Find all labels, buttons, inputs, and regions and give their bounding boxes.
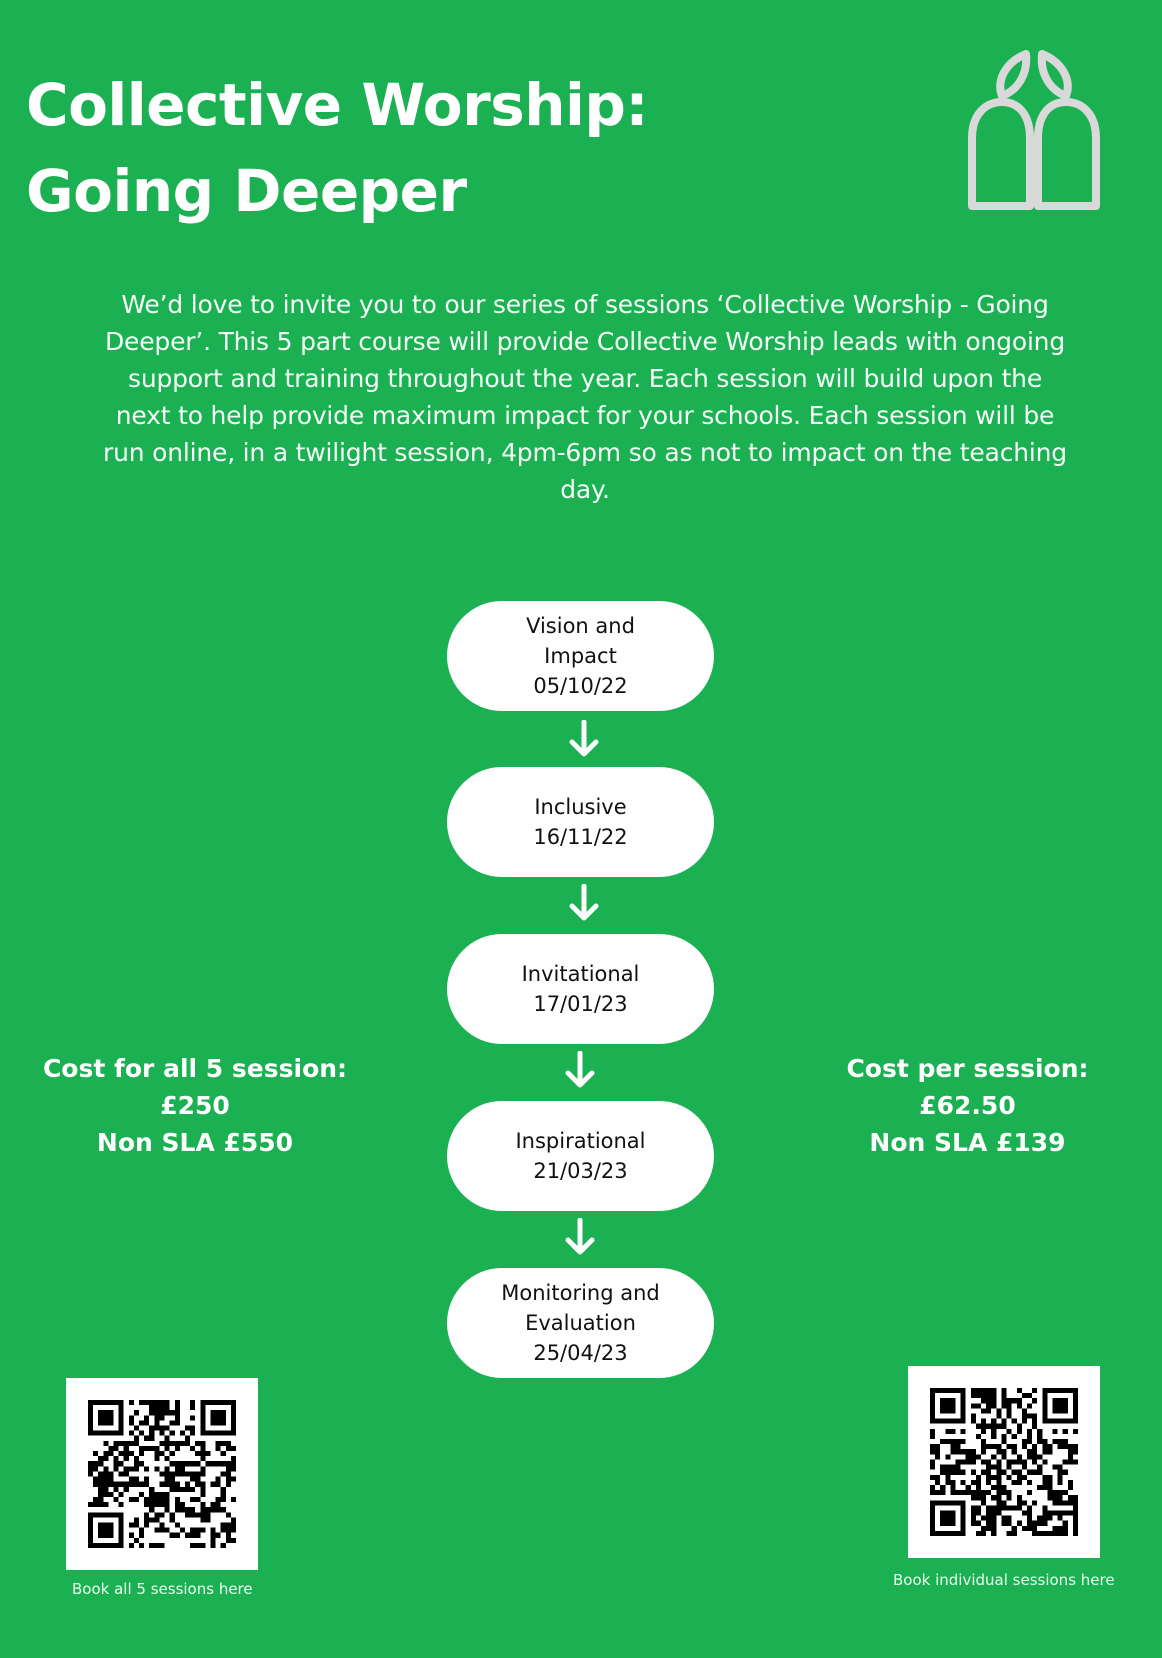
qr-caption-book-all: Book all 5 sessions here <box>72 1580 253 1598</box>
session-1-title-line-1: Vision and <box>526 614 635 638</box>
cost-all-heading: Cost for all 5 session: <box>42 1054 348 1083</box>
cost-all-non-sla: Non SLA £550 <box>96 1128 294 1157</box>
church-windows-logo-icon <box>966 46 1102 210</box>
session-4-title: Inspirational <box>515 1129 646 1153</box>
arrow-down-icon <box>566 884 602 924</box>
intro-paragraph: We’d love to invite you to our series of sessions ‘Collective Worship - Going Deeper’. This 5 part course will provide Collective Worship leads with ongoing support and training throughout the year. Each session will build upon the next to help provide maximum impact for your schools. Each session will be run online, in a twilight session, 4pm-6pm so as not to impact on the teaching day. <box>103 290 1067 504</box>
session-pill-4 <box>447 1101 714 1211</box>
arrow-down-icon <box>566 720 602 760</box>
session-3-title: Invitational <box>521 962 640 986</box>
session-pill-5 <box>447 1268 714 1378</box>
session-1-title-line-2: Impact <box>544 644 617 668</box>
session-2-title: Inclusive <box>534 795 627 819</box>
session-pill-1 <box>447 601 714 711</box>
session-3-date: 17/01/23 <box>533 992 628 1016</box>
cost-single-price: £62.50 <box>919 1091 1016 1120</box>
title-line-1: Collective Worship: <box>26 71 649 139</box>
cost-single-heading: Cost per session: <box>846 1054 1089 1083</box>
session-4-date: 21/03/23 <box>533 1159 628 1183</box>
session-1-date: 05/10/22 <box>533 674 628 698</box>
qr-caption-book-individual: Book individual sessions here <box>893 1571 1115 1589</box>
session-2-date: 16/11/22 <box>533 825 628 849</box>
cost-all-price: £250 <box>160 1091 230 1120</box>
session-pill-3 <box>447 934 714 1044</box>
session-pill-2 <box>447 767 714 877</box>
cost-single-non-sla: Non SLA £139 <box>869 1128 1066 1157</box>
session-5-title-line-2: Evaluation <box>525 1311 636 1335</box>
page-title <box>26 62 648 234</box>
arrow-down-icon <box>562 1218 598 1258</box>
title-line-2: Going Deeper <box>26 157 467 225</box>
qr-code-icon[interactable] <box>88 1400 236 1548</box>
session-5-title-line-1: Monitoring and <box>501 1281 660 1305</box>
arrow-down-icon <box>562 1051 598 1091</box>
session-5-date: 25/04/23 <box>533 1341 628 1365</box>
qr-code-book-all[interactable] <box>66 1378 258 1570</box>
cost-per-session <box>800 1050 1135 1161</box>
cost-all-sessions <box>30 1050 360 1161</box>
qr-code-icon[interactable] <box>930 1388 1078 1536</box>
qr-code-book-individual[interactable] <box>908 1366 1100 1558</box>
